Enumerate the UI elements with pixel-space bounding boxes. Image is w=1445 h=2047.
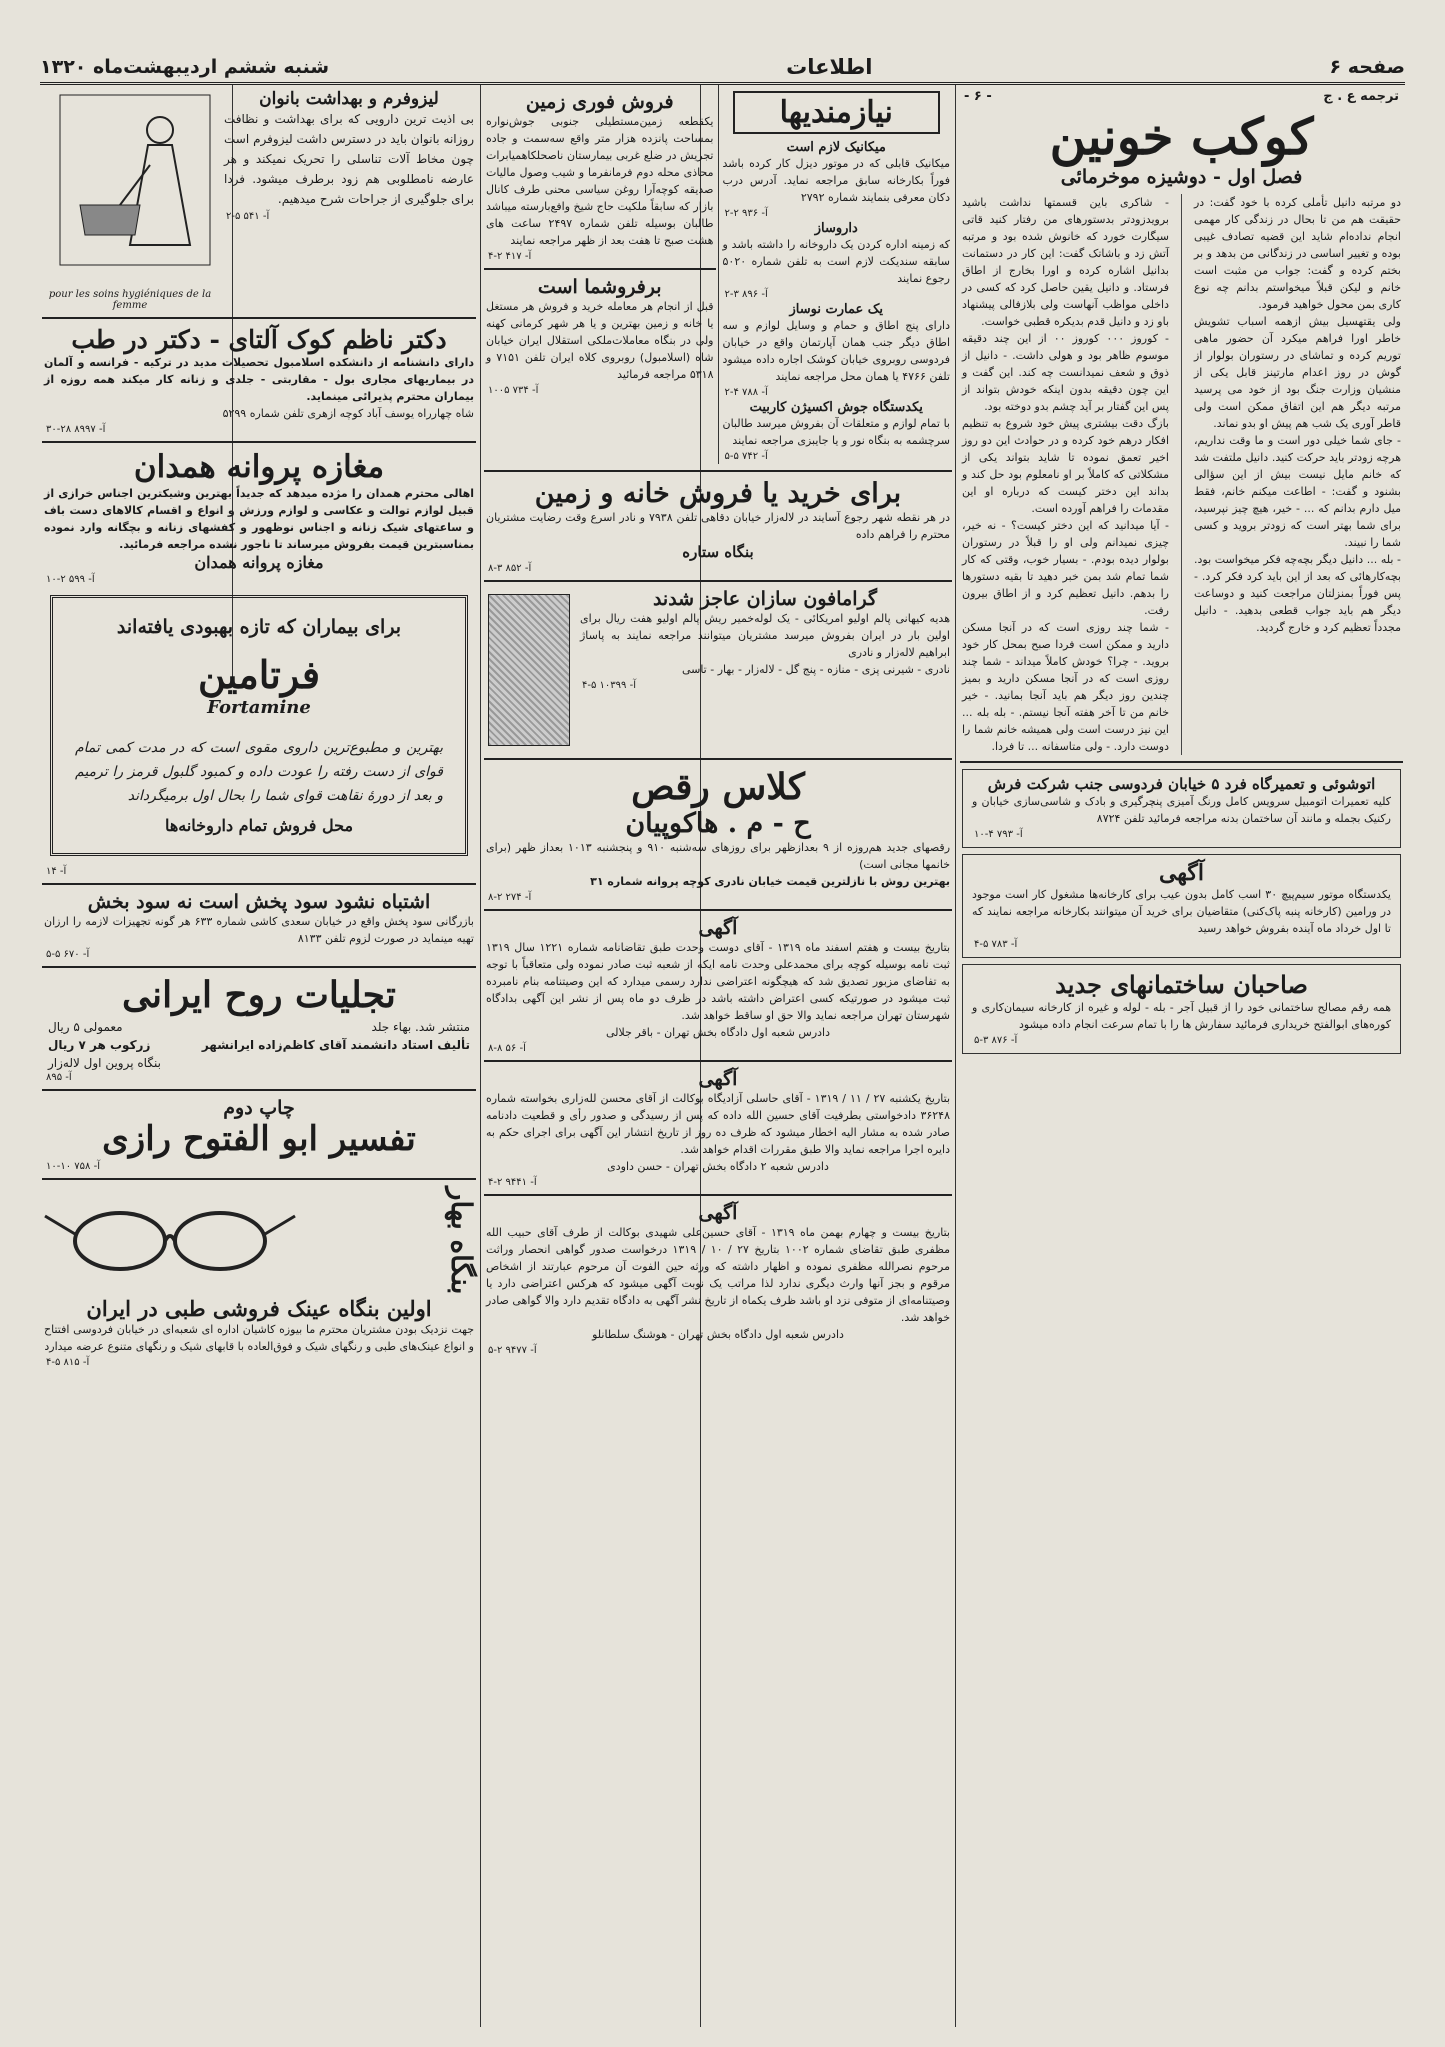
column-rule [480,85,481,2027]
ad-code: آ- ۱۰۳۹۹ ۵-۴ [582,680,636,691]
ad-sood-pakhsh [40,891,478,960]
ad-optics [40,1186,478,1368]
ad-code: آ- ۵۴۱ ۵-۲ [226,211,270,222]
ad-title: میکانیک لازم است [786,140,886,155]
ad-fortamine [50,595,468,856]
ad-body: همه رقم مصالح ساختمانی خود را از قبیل آجر - بله - لوله و غیره از کارخانه سیمان‌کاری و کوره‌های ابوالفتح خریداری فرمائید سفارش ها را با تمام سرعت انجام داده میشود [972,1001,1391,1031]
ad-title: برفروشما است [537,276,662,298]
eyeglasses-icon [40,1196,300,1286]
ad-title: کلاس رقص [631,766,805,808]
ad-title: داروساز [814,221,858,236]
ad-product-latin: Fortamine [207,697,311,718]
notice-body: بتاریخ یکشنبه ۲۷ / ۱۱ / ۱۳۱۹ - آقای حاسلی آزادیگاه بوکالت از آقای محسن لله‌زاری بخواسته شماره ۳۶۲۴۸ دادخواستی بطرفیت آقای حسین الله داده که پس از رسیدگی و صدور رأی و قطعیت دادنامه صادر شده به مشار الیه اخطار میشود که ظرف ده روز از تاریخ انتشار این آگهی برای اجرای حکم به دایره اجرا مراجعه نماید والا طبق مقررات اقدام خواهد شد. [486,1092,951,1156]
ad-body: در هر نقطه شهر رجوع آسایند در لاله‌زار خیابان دقاهی تلفن ۷۹۳۸ و نادر اسرع وقت رضایت مشتریان محترم را فراهم داده [486,511,950,541]
notice-sign: دادرس شعبه اول دادگاه بخش تهران - باقر جلالی [606,1026,830,1039]
ad-body: بازرگانی سود پخش واقع در خیابان سعدی کاشی شماره ۶۳۳ هر گونه تجهیزات لازمه را ارزان تهیه مینماید در صورت لزوم تلفن ۸۱۳۳ [44,915,474,945]
ad-body: رقصهای جدید هم‌روزه از ۹ بعدازظهر برای روزهای سه‌شنبه ۹۱۰ و پنجشنبه ۱۰۱۳ بعداز ظهر (برای خانمها مجانی است) [486,841,951,871]
notice-3 [482,1202,954,1356]
ad-body: اهالی محترم همدان را مژده میدهد که جدیداً بهترین وشیکترین اجناس خرازی از قبیل لوازم توالت و عکاسی و لوازم ورزش و انواع و اقسام کالاهای دست باف و ساعتهای شیک زنانه و اجناس نوظهور و کفشهای زنانه و بچگانه وارد نموده بمناسبترین قیمت بفروش میرساند تا ناجور نشده مراجعه فرمائید. [44,487,474,551]
ad-code: آ- ۶۷۰ ۵-۵ [46,949,90,960]
ad-code: آ- ۷۸۸ ۴-۲ [724,387,768,398]
ad-hamedan [40,449,478,585]
ad-price: معمولی ۵ ریال [48,1020,123,1034]
ad-author: تألیف استاد دانشمند آقای کاظم‌زاده ایرانشهر [201,1038,470,1052]
notice-title: آگهی [698,1202,738,1224]
ad-code: آ- ۹۴۷۷ ۲-۵ [488,1345,537,1356]
translator-credit: ترجمه ع . ج [1323,89,1399,104]
ad-title: صاحبان ساختمانهای جدید [1055,970,1308,999]
ad-teacher: ح - م . هاکوپیان [625,808,811,839]
ad-body: بهترین روش با نازلترین قیمت خیابان نادری کوچه پروانه شماره ۳۱ [590,875,950,888]
episode-number: - ۶ - [964,89,992,104]
serial-paragraph: - بله ... دانیل دیگر بچه‌چه فکر میخواست بود. بچه‌کارهائی که بعد از این باید کرد فکر کرد. - پس فوراً بمنزلتان مراجعت کنید و دوساعت دیگر هم باید جواب قطعی بدهید. - دانیل مجدداً تعظیم کرد و خارج گردید. [1194,553,1401,634]
ad-title: لیزوفرم و بهداشت بانوان [259,89,439,109]
ad-code: آ- ۸۷۶ ۳-۵ [974,1035,1018,1046]
ad-body: بی اذیت ترین دارویی که برای بهداشت و نظافت روزانه بانوان باید در دسترس داشت لیزوفرم است چون مخاط آلات تناسلی را تحریک نمیکند و هر عارضه نامطلوبی هم زود برطرف میشود. فردا برای جلوگیری از جراحات شرح میدهیم. [224,112,474,206]
ad-body: هدیه کیهانی پالم اولیو امریکائی - یک لوله‌خمیر ریش پالم اولیو هفت ریال برای اولین بار در ایران بفروش میرسد مشتریان میتوانند مراجعه نمایند به پاساژ ابراهیم لاله‌زار و نادری [580,612,950,659]
ad-code: آ- ۹۳۶ ۲-۲ [724,208,768,219]
ad-code: آ- ۹۴۴۱ ۲-۴ [488,1177,537,1188]
serial-column [958,85,1405,2027]
ad-dance-class [482,766,954,903]
ad-address: شاه چهارراه یوسف آباد کوچه ازهری تلفن شماره ۵۲۹۹ [222,407,474,420]
ad-code: آ- ۷۸۳ ۵-۴ [974,939,1018,950]
ad-title: برای خرید یا فروش خانه و زمین [534,478,902,509]
ad-title: اتوشوئی و تعمیرگاه فرد ۵ خیابان فردوسی جنب شرکت فرش [987,775,1376,793]
ad-building [962,964,1401,1054]
ad-body: جهت نزدیک بودن مشتریان محترم ما بیوزه کاشیان اداره ای شعبه‌ای در خیابان فردوسی افتتاح و انواع عینک‌های طبی و رنگهای شیک و فوق‌العاده با قابهای شیک و رنگهای متنوع عرضه میدارد [44,1323,474,1353]
woman-washing-illustration [50,85,220,285]
notice-2 [482,1068,954,1188]
ad-body: دارای پنج اطاق و حمام و وسایل لوازم و سه اطاق دیگر جنب همان آپارتمان واقع در خیابان فردوسی روبروی خیابان کوشک اجاره داده میشود تلفن ۴۷۶۶ یا همان محل مراجعه نمایند [722,319,950,383]
ad-body: یکقطعه زمین‌مستطیلی جنوبی جوش‌نواره بمساحت پانزده هزار متر واقع سه‌سمت و جاده تجریش در ضلع غربی بیمارستان ناصحلکاهمیابرات محاذی محله دوم فرمانفرما و شیب وصول مالیات صدیقه کوچه‌آرا روغن سیاسی محنی طرف کانال بازار که سابقاً ملکیت حاج شیخ وافع‌بارسته میباشد طالبان بوسیله تلفن شماره ۲۴۹۷ ساعت های هشت صبح تا هفت بعد از ظهر مراجعه نمایند [486,115,714,247]
ad-body: دارای دانشنامه از دانشکده اسلامبول تحصیلات مدید در ترکیه - فرانسه و آلمان در بیماریهای مجاری بول - مقاربتی - جلدی و زنانه کار میکند همه روزه از بیماران محترم پذیرائی مینماید. [44,356,474,403]
ad-body: بهترین و مطبوع‌ترین داروی مقوی است که در مدت کمی تمام قوای از دست رفته را عودت داده و کمبود گلبول قرمز را ترمیم و بعد از دورۀ نقاهت قوای شما را بحال اول برمیگرداند [75,740,443,804]
optics-logo: بنگاه بهار [445,1187,478,1295]
ad-title: اشتباه نشود سود پخش است نه سود بخش [87,891,431,913]
ad-tajalliyat [40,974,478,1083]
notice-sign: دادرس شعبه ۲ دادگاه بخش تهران - حسن داودی [607,1160,829,1173]
ad-sale: محل فروش تمام داروخانه‌ها [164,816,354,835]
ad-seller: بنگاه پروین اول لاله‌زار [48,1056,161,1070]
ad-body: که زمینه اداره کردن یک داروخانه را داشته باشد و سابقه سندیکت لازم است به تلفن شماره ۵۰۲۰ رجوع نمایند [722,238,950,285]
serial-paragraph: - شاکری باین قسمتها نداشت باشید برویدزودتر بدستورهای من رفتار کنید قاتی سیگارت خورد که خانوش شده بود و مرتبه آتش زد و باشاتک گفت: این کار در دستمانت بدانیل اشاره کرده و اورا بخارج از اطاق فرستاد. و دانیل یقین حاصل کرد که کسی در داخلی مواظب آنهاست ولی بلازفالی پیشنهاد باو زد و دانیل قدم بدیکره قطبی خواست. [962,196,1169,328]
notice-1 [482,917,954,1054]
issue-date: شنبه ششم اردیبهشت‌ماه ۱۳۲۰ [40,56,330,78]
ad-lysoform [220,85,478,311]
lysoform-caption: pour les soins hygiéniques de la femme [48,289,212,311]
product-illustration [488,594,570,746]
ad-body: قبل از انجام هر معامله خرید و فروش هر مستغل یا خانه و زمین بهترین و یا هر شهر کرمانی کهنه ولی در بنگاه معاملات‌ملکی‌ استقلال ایران خیابان شاه (اسلامبول) روبروی کلاه ایران تلفن ۷۱۵۱ و ۵۳۱۸ مراجعه فرمائید [486,300,714,381]
ad-title: دکتر ناظم کوک آلتای - دکتر در طب [71,325,447,354]
serial-paragraph: - آیا میدانید که این دختر کیست؟ - نه خیر، چیزی نمیدانم ولی او را قبلاً در رستوران بولوار دیده بودم. - بسیار خوب، وقتی که کار شما تمام شد بمن خبر دهید تا بقیه دستورها را بدهم. دانیل تعظیم کرد و از اطاق بیرون رفت. [962,519,1169,617]
ad-code: آ- ۸۹۵ [46,1072,72,1083]
classifieds-column [482,85,954,2027]
ad-shops: نادری - شیرنی پزی - منازه - پنج گل - لاله‌زار - بهار - تاسی [681,663,950,676]
ad-code: آ- ۸۱۵ ۵-۴ [46,1357,90,1368]
ad-sign: مغازه پروانه همدان [194,553,324,572]
notice-title: آگهی [698,1068,738,1090]
ad-code: آ- ۵۶ ۸-۸ [488,1043,526,1054]
serial-paragraph: بازگ دقت بیشتری پیش خود شروع به تنظیم افکار درهم خود کرده و در حوادث این دو روز اخیر تعمق نموده تا شاید بتواند یکی از مشکلاتی که کاملاً بر او نامعلوم بود حل کند و بداند این دختر کیست که درباره او این مقدمات را فراهم آورده است. [962,417,1169,515]
serial-chapter: فصل اول - دوشیزه موخرمائی [1060,166,1303,188]
serial-title: کوکب خونین [1049,107,1314,166]
ad-code: آ- ۴۱۷ ۲-۴ [488,251,532,262]
ad-doctor [40,325,478,435]
column-rule [955,85,956,2027]
ad-head: چاپ دوم [223,1097,295,1119]
ad-tafsir [40,1097,478,1172]
ad-gramophone [482,588,954,752]
ad-code: آ- ۷۹۳ ۴-۱۰ [974,829,1023,840]
ad-autowash [962,769,1401,848]
ad-code: آ- ۷۳۴ ۱۰۰۵ [488,385,539,396]
ad-title: مغازه پروانه همدان [133,449,385,485]
ads-column-left [40,85,478,2027]
ad-code: آ- ۷۴۲ ۵-۵ [724,451,768,462]
ad-body: یکدستگاه موتور سیم‌پیچ ۳۰ اسب کامل بدون عیب برای کارخانه‌ها مشغول کار است موجود در ورامین (کارخانه پنبه پاک‌کنی) متقاضیان برای خرید آن میتوانند بکارخانه مراجعه نمایند که تا اول خرداد ماه آینده بفروش خواهد رسید [972,888,1391,935]
serial-paragraph: - جای شما خیلی دور است و ما وقت نداریم، هرچه زودتر باید حرکت کنید. دانیل ملتفت شد که خانم مایل نیست بیش از این سؤالی بشنود و گفت: - اطاعت میکنم خانم، فقط میل دارم بدانم که ... - خیر، هیچ چیز نپرسید، برای شما بهتر است که زودتر بروید و کسی شما را نبیند. [1194,434,1401,549]
serial-paragraph: - کوروز ۰۰۰ کوروز ۰۰ از این چند دقیقه موسوم ظاهر بود و هولی داشت. - دانیل از ذوق و شعف نمیدانست چه کند. این گفت و این چون دقیقه بدون اینکه خودش بتواند از پس این گفتار بر آید چشم بدو دوخته بود. [962,332,1169,413]
ad-title: گرامافون سازان عاجز شدند [652,588,878,610]
classifieds-title: نیازمندیها [733,91,941,134]
ad-title: فروش فوری زمین [525,91,674,113]
newspaper-name: اطلاعات [786,55,873,79]
ad-title: یک عمارت نوساز [789,302,884,317]
ad-line: منتشر شد. بهاء جلد [371,1020,470,1034]
ad-code: آ- ۸۹۶ ۳-۲ [724,289,768,300]
ad-head: برای بیماران که تازه بهبودی یافته‌اند [116,616,402,638]
ad-title: تفسیر ابو الفتوح رازی [102,1119,416,1159]
ad-code: آ- ۵۹۹ ۲-۱۰ [46,574,95,585]
ad-code: آ- ۷۵۸ ۱۰-۱۰ [46,1161,100,1172]
ad-code: آ- ۸۵۲ ۳-۸ [488,563,532,574]
ad-title: آگهی [1158,860,1205,886]
notice-body: بتاریخ بیست و چهارم بهمن ماه ۱۳۱۹ - آقای حسین‌علی شهیدی بوکالت از طرف آقای حبیب الله مظفری طبق تقاضای شماره ۱۰۰۲ بتاریخ ۲۷ / ۱۰ / ۱۳۱۹ درخواست صدور گواهی انحصار وراثت مرحوم نصرالله مظفری نموده و اظهار داشته که ورثه حین الفوت آن مرحوم عبارتند از اشخاص مرقوم و بجز آنها وارث دیگری ندارد لذا مراتب یک نوبت آگهی میشود که هرکس اعتراضی دارد یا وصیتنامه‌ای از متوفی نزد او باشد ظرف یکماه از تاریخ نشر آگهی به دادگاه تقدیم دارد والا گواهی صادر خواهد شد. [485,1226,951,1324]
notice-title: آگهی [698,917,738,939]
ad-notice-motor [962,854,1401,958]
ad-title: تجلیات روح ایرانی [122,974,396,1016]
serial-paragraph: - شما چند روزی است که در آنجا مسکن دارید و ممکن است فردا صبح بمحل کار خود بروید. - چرا؟ خودش کاملاً میداند - شما چند روزی است که در آنجا مسکن دارید و بمیز چندین روز دیگر هم باید آنجا بمانید. - خیر خانم من تا آخر هفته آنجا نیستم. - بله بله ... این نیز درست است ولی همیشه خانم شما را دوست دارد. - ولی متاسفانه ... تا فردا. [962,621,1169,753]
serial-paragraph: دو مرتبه دانیل تأملی کرده با خود گفت: در حقیقت هم من تا بحال در زندگی کار مهمی انجام نداده‌ام شاید این قضیه تصادف غیبی بوده و تغییر اساسی در زندگانی من بدهد و بر بختم کرده و گفت: جواب من مثبت است خانم و لیکن قبلاً میخواستم بدانم چه نوع کاری بمن محول خواهید فرمود. [1194,196,1401,311]
notice-body: بتاریخ بیست و هفتم اسفند ماه ۱۳۱۹ - آقای دوست وحدت طبق تقاضانامه شماره ۱۲۲۱ سال ۱۳۱۹ ثبت نامه بوسیله کوچه برای محمدعلی وحدت نامه ایکه از شعبه ثبت صادر نموده ولی متعاقباً با توجه به تفاضای مزبور تصدیق شد که هیچگونه اعتراضی ندارد رسمی میدارد که این وصیتنامه بنام نامبرده ثبت میشود در صورتیکه کسی اعتراض داشته باشد در ظرف دو ماه پس از نشر این آگهی بدادگاه شهرستان تهران مراجعه نماید والا حق او ساقط خواهد شد. [486,941,951,1022]
serial-paragraph: ولی یقتهسیل بیش ازهمه اسباب تشویش خاطر اورا فراهم میکرد آن حضور ماهی توریم کرده و تماشای در رستوران بولوار از گوش در روز اعدام مارتینز قابل یکی از منشیان وزارت جنگ بود از خود می پرسید مرتبه دیگر هم این اتفاق ممکن است ولی قاطر آوری یک شب هم پیش او بدو نماند. [1194,315,1401,430]
page-header [40,52,1405,85]
ad-title: یکدستگاه جوش اکسیژن کاربیت [749,400,923,415]
ad-body: با تمام لوازم و متعلقات آن بفروش میرسد طالبان سرچشمه به بنگاه نور و یا جایبزی مراجعه نمایند [722,417,950,447]
lysoform-illustration-box [40,85,220,311]
ad-body: کلیه تعمیرات اتومبیل سرویس کامل ورنگ آمیزی پنچرگیری و بادک و شاسی‌سازی خیابان و رکنیک بجمله و مانند آن ساختمان بدنه مراجعه فرمائید تلفن ۸۷۲۴ [972,795,1391,825]
ad-subtitle: بنگاه ستاره [682,543,754,561]
ad-code: آ- ۸۹۹۷ ۲۸-۳۰ [46,424,106,435]
notice-sign: دادرس شعبه اول دادگاه بخش تهران - هوشنگ سلطانلو [592,1328,844,1341]
ad-body: میکانیک قابلی که در موتور دیزل کار کرده باشد فوراً بکارخانه سابق مراجعه نماید. آدرس درب دکان معرفی بنمایند شماره ۲۷۹۲ [722,157,950,204]
page-number: صفحه ۶ [1329,56,1405,78]
ad-code: آ- ۲۷۴ ۲-۸ [488,892,532,903]
ad-price: زرکوب هر ۷ ریال [48,1038,151,1052]
ad-title: اولین بنگاه عینک فروشی طبی در ایران [86,1296,432,1321]
ad-product-name: فرتامین [197,652,321,697]
ad-code: آ- ۱۴ [46,866,67,877]
